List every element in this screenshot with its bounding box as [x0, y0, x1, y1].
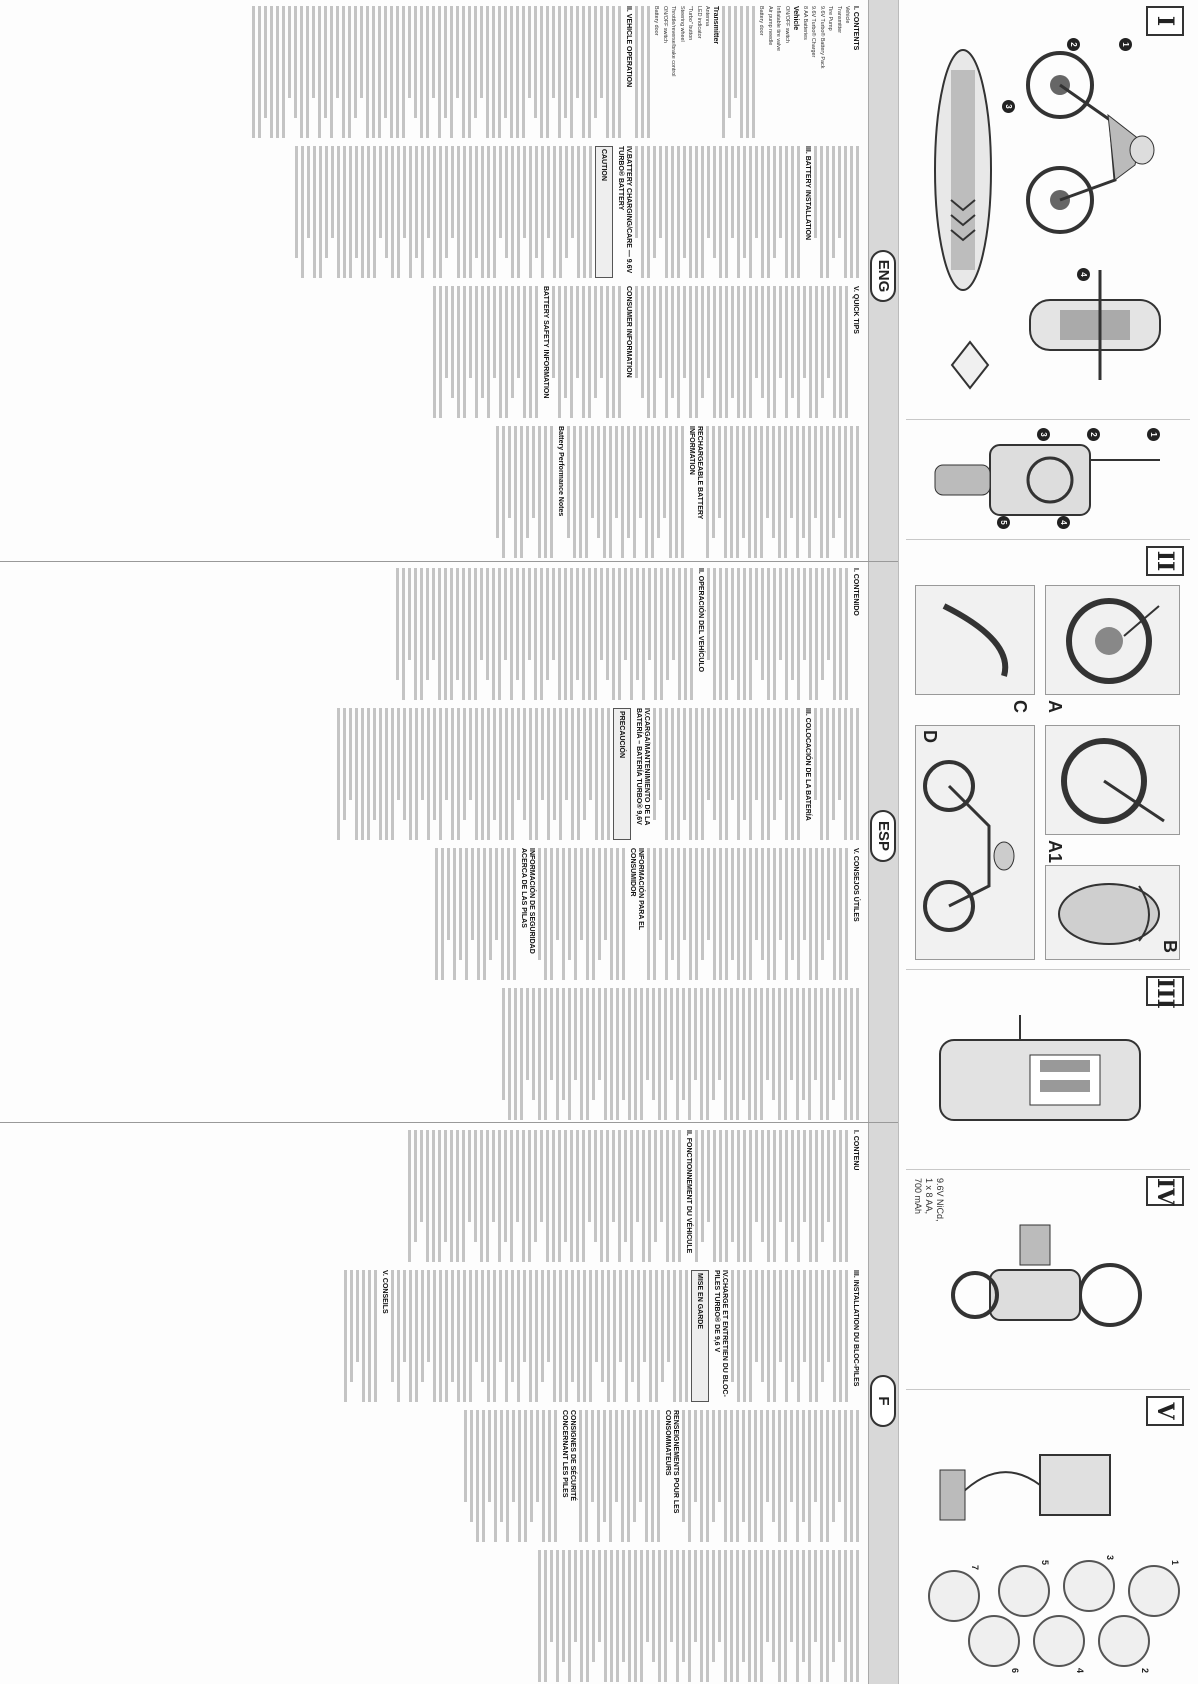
spanish-column-2 [4, 708, 862, 840]
section-heading: CONSUMER INFORMATION [625, 286, 632, 378]
charger-illustration [930, 1430, 1130, 1540]
list-item: Battery door [653, 6, 660, 36]
section-heading: CONSIGNES DE SÉCURITÉ CONCERNANT LES PILES [561, 1410, 576, 1502]
caution-label: MISE EN GARDE [696, 1273, 703, 1330]
panel-V [906, 1390, 1190, 1684]
body-text-placeholder [433, 286, 538, 418]
section-heading: V. CONSEJOS ÚTILES [852, 848, 859, 922]
panel-label-III: III [1146, 976, 1184, 1006]
body-text-placeholder [567, 426, 684, 558]
battery-pack-label: 9.6V NiCd, 1 x 8 AA, 700 mAh [913, 1178, 945, 1222]
riding-motorcycle-illustration [914, 726, 1034, 961]
figure-a [1045, 585, 1180, 695]
pump-needle-illustration [1044, 726, 1179, 836]
panel-IV [906, 1170, 1190, 1390]
step-circle-5 [998, 1565, 1050, 1617]
transmitter-panel: 1 2 3 4 5 [906, 420, 1190, 540]
section-heading: V. QUICK TIPS [852, 286, 859, 334]
diamond-warning-icon [950, 340, 990, 390]
body-text-placeholder [579, 1410, 660, 1542]
list-item: "Turbo" button [687, 6, 694, 41]
body-text-placeholder [682, 1410, 859, 1542]
transmitter-illustration [920, 430, 1170, 530]
french-column-3 [4, 1410, 862, 1542]
body-text-placeholder [408, 1130, 681, 1262]
section-heading: I. CONTENU [852, 1130, 859, 1171]
step-circle-4 [1033, 1615, 1085, 1667]
body-text-placeholder [707, 568, 848, 700]
caution-box [613, 708, 631, 840]
body-text-placeholder [464, 1410, 557, 1542]
body-text-placeholder [252, 6, 621, 138]
section-heading: III. BATTERY INSTALLATION [804, 146, 811, 241]
step-circle-6 [968, 1615, 1020, 1667]
caution-label: CAUTION [600, 149, 607, 181]
tire-pressure-check-illustration [914, 586, 1034, 696]
section-heading: II. OPERACIÓN DEL VEHÍCULO [697, 568, 704, 673]
list-item: Inflatable tire valve [775, 6, 782, 51]
caution-label: PRECAUCIÓN [618, 711, 625, 759]
body-text-placeholder [552, 286, 621, 418]
section-heading: II. FONCTIONNEMENT DU VÉHICULE [685, 1130, 692, 1254]
step-circle-3 [1063, 1560, 1115, 1612]
english-column-4 [4, 426, 862, 558]
spanish-column-3 [4, 848, 862, 980]
section-heading: IV.CARGA/MANTENIMIENTO DE LA BATERÍA – BATERÍA TURBO® 9,6V [635, 708, 650, 826]
panel-label-II: II [1146, 546, 1184, 576]
list-item: Tire Pump [827, 6, 834, 31]
subheading: Transmitter [711, 6, 719, 45]
step-circle-2 [1098, 1615, 1150, 1667]
body-text-placeholder [295, 146, 592, 278]
panel-I: I 1 2 3 4 [906, 0, 1190, 420]
body-text-placeholder [653, 708, 800, 840]
body-text-placeholder [391, 1270, 688, 1402]
body-text-placeholder [396, 568, 693, 700]
list-item: 9.6V Turbo® Charger [810, 6, 817, 58]
section-heading: II. VEHICLE OPERATION [625, 6, 633, 88]
section-heading: INFORMACIÓN DE SEGURIDAD ACERCA DE LAS PILAS [520, 848, 535, 954]
step-circle-7 [928, 1570, 980, 1622]
step-number: 2 [1140, 1668, 1150, 1674]
list-item: Throttle/reverse/brake control [670, 6, 677, 77]
list-item: Transmitter [835, 6, 842, 34]
body-text-placeholder [538, 1550, 859, 1682]
figure-c [915, 585, 1035, 695]
body-text-placeholder [337, 708, 610, 840]
language-header-bar [868, 0, 898, 1684]
section-heading: BATTERY SAFETY INFORMATION [542, 286, 549, 399]
english-column-1 [4, 6, 862, 138]
body-text-placeholder [635, 6, 650, 138]
body-text-placeholder [814, 146, 859, 278]
section-heading: IV.CHARGE ET ENTRETIEN DU BLOC-PILES TURBO® DE 9,6 V [713, 1270, 728, 1397]
panel-III [906, 970, 1190, 1170]
battery-compartment-illustration [920, 1010, 1160, 1160]
french-column-1 [4, 1130, 862, 1262]
list-item: Vehicle [844, 6, 850, 24]
step-circle-1 [1128, 1565, 1180, 1617]
body-text-placeholder [695, 1130, 848, 1262]
step-number: 5 [1040, 1560, 1050, 1566]
figure-a-label: A [1045, 700, 1065, 713]
section-heading: RENSEIGNEMENTS POUR LES CONSOMMATEURS [664, 1410, 679, 1514]
list-item: Antenna [703, 6, 710, 27]
section-heading: I. CONTENIDO [852, 568, 859, 616]
french-column-4 [4, 1550, 862, 1682]
step-number: 1 [1170, 1560, 1180, 1566]
panel-II [906, 540, 1190, 970]
panel-label-V: V [1146, 1396, 1184, 1426]
motorcycle-top-illustration [910, 40, 1015, 300]
panel-label-I: I [1146, 6, 1184, 36]
charging-motorcycle-illustration [950, 1215, 1150, 1375]
language-badge-eng: ENG [870, 250, 896, 302]
spanish-column-1 [4, 568, 862, 700]
section-heading: INFORMACIÓN PARA EL CONSUMIDOR [629, 848, 644, 930]
motorcycle-side-illustration [1020, 40, 1170, 240]
body-text-placeholder [496, 426, 553, 558]
list-item: Air pump needle [766, 6, 773, 46]
figure-b-label: B [1160, 940, 1180, 953]
body-text-placeholder [344, 1270, 377, 1402]
body-text-placeholder [722, 6, 755, 138]
list-item: ON/OFF switch [661, 6, 668, 43]
section-heading: V. CONSEILS [381, 1270, 388, 1314]
step-number: 6 [1010, 1668, 1020, 1674]
section-heading: III. COLOCACIÓN DE LA BATERÍA [804, 708, 811, 821]
section-heading: RECHARGEABLE BATTERY INFORMATION [688, 426, 703, 520]
section-heading: Battery Performance Notes [557, 426, 564, 517]
figure-d [915, 725, 1035, 960]
list-item: 9.6V Turbo® Battery Pack [818, 6, 825, 69]
caution-box [691, 1270, 709, 1402]
panel-label-IV: IV [1146, 1176, 1184, 1206]
figure-a1 [1045, 725, 1180, 835]
body-text-placeholder [538, 848, 625, 980]
body-text-placeholder [647, 848, 848, 980]
language-badge-esp: ESP [870, 810, 896, 862]
caution-box [595, 146, 613, 278]
body-text-placeholder [731, 1270, 848, 1402]
section-heading: I. CONTENTS [852, 6, 859, 51]
body-text-placeholder [635, 146, 800, 278]
list-item: ON/OFF switch [783, 6, 790, 43]
french-column-2 [4, 1270, 862, 1402]
tire-valve-illustration [1044, 586, 1179, 696]
figure-a1-label: A1 [1045, 840, 1065, 864]
list-item: LED indicator [695, 6, 702, 39]
language-badge-f: F [870, 1375, 896, 1427]
body-text-placeholder [435, 848, 516, 980]
english-column-3 [4, 286, 862, 418]
figure-c-label: C [1010, 700, 1030, 713]
figure-d-label: D [920, 730, 940, 743]
list-item: Battery door [758, 6, 765, 36]
subheading: Vehicle [791, 6, 799, 31]
spanish-column-4 [4, 988, 862, 1120]
step-number: 4 [1075, 1668, 1085, 1674]
body-text-placeholder [635, 286, 848, 418]
list-item: 8 AA Batteries [801, 6, 808, 40]
body-text-placeholder [814, 708, 859, 840]
list-item: Steering wheel [678, 6, 685, 42]
body-text-placeholder [502, 988, 859, 1120]
section-heading: IV.BATTERY CHARGING/CARE — 9.6V TURBO® BATTERY [617, 146, 632, 274]
step-number: 7 [970, 1565, 980, 1571]
motorcycle-front-illustration [1020, 240, 1170, 410]
section-heading: III. INSTALLATION DU BLOC-PILES [852, 1270, 859, 1387]
figure-strip [898, 0, 1198, 1684]
english-column-2 [4, 146, 862, 278]
step-number: 3 [1105, 1555, 1115, 1561]
body-text-placeholder [706, 426, 859, 558]
